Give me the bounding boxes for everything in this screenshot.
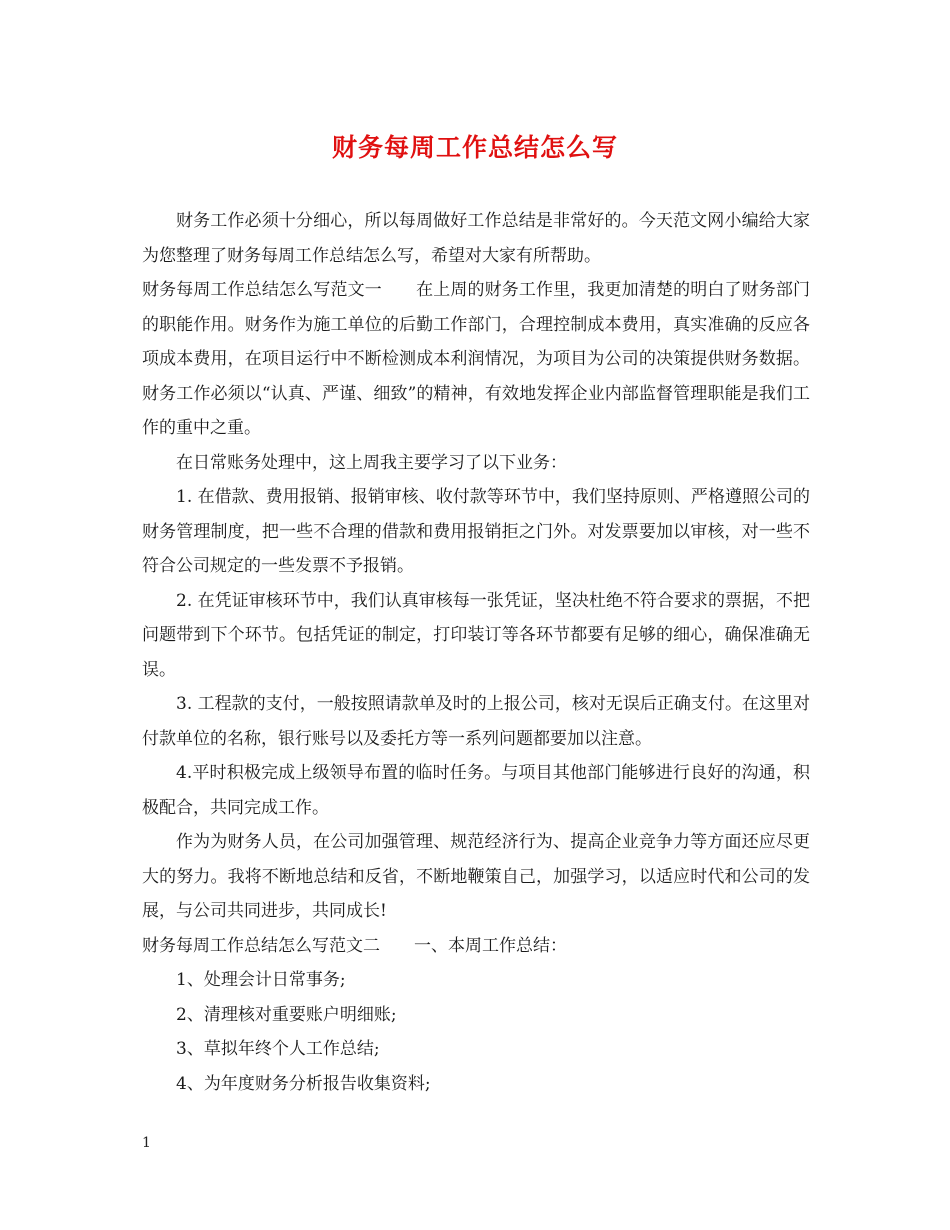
paragraph-item-4: 4.平时积极完成上级领导布置的临时任务。与项目其他部门能够进行良好的沟通，积极配合，共同完成工作。 [142,763,810,818]
page-title: 财务每周工作总结怎么写 [331,133,618,162]
paragraph-item-3: 3. 工程款的支付，一般按照请款单及时的上报公司，核对无误后正确支付。在这里对付款单位的名称，银行账号以及委托方等一系列问题都要加以注意。 [142,694,810,749]
page-number: 1 [142,1135,151,1151]
list-item: 3、草拟年终个人工作总结; [176,1039,380,1059]
paragraph-sample-one: 财务每周工作总结怎么写范文一 在上周的财务工作里，我更加清楚的明白了财务部门的职能作用。财务作为施工单位的后勤工作部门，合理控制成本费用，真实准确的反应各项成本费用，在项目运行中不断检测成本利润情况，为项目为公司的决策提供财务数据。财务工作必须以“认真、严谨、细致”的精神，有效地发挥企业内部监督管理职能是我们工作的重中之重。 [142,280,810,438]
paragraph-conclusion: 作为为财务人员，在公司加强管理、规范经济行为、提高企业竞争力等方面还应尽更大的努力。我将不断地总结和反省，不断地鞭策自己，加强学习，以适应时代和公司的发展，与公司共同进步，共同成长! [142,832,810,921]
list-item: 2、清理核对重要账户明细账; [176,1004,397,1025]
list-item: 1、处理会计日常事务; [176,970,346,990]
paragraph-sample-two: 财务每周工作总结怎么写范文二 一、本周工作总结： [142,935,567,956]
list-item: 4、为年度财务分析报告收集资料; [176,1073,431,1094]
paragraph-intro: 财务工作必须十分细心，所以每周做好工作总结是非常好的。今天范文网小编给大家为您整理了财务每周工作总结怎么写，希望对大家有所帮助。 [142,211,810,266]
document-body [142,204,810,1101]
paragraph-item-2: 2. 在凭证审核环节中，我们认真审核每一张凭证，坚决杜绝不符合要求的票据，不把问题带到下个环节。包括凭证的制定，打印装订等各环节都要有足够的细心，确保准确无误。 [142,590,810,680]
paragraph-item-1: 1. 在借款、费用报销、报销审核、收付款等环节中，我们坚持原则、严格遵照公司的财务管理制度，把一些不合理的借款和费用报销拒之门外。对发票要加以审核，对一些不符合公司规定的一些发票不予报销。 [142,487,810,576]
paragraph-daily-accounts: 在日常账务处理中，这上周我主要学习了以下业务： [176,452,567,473]
